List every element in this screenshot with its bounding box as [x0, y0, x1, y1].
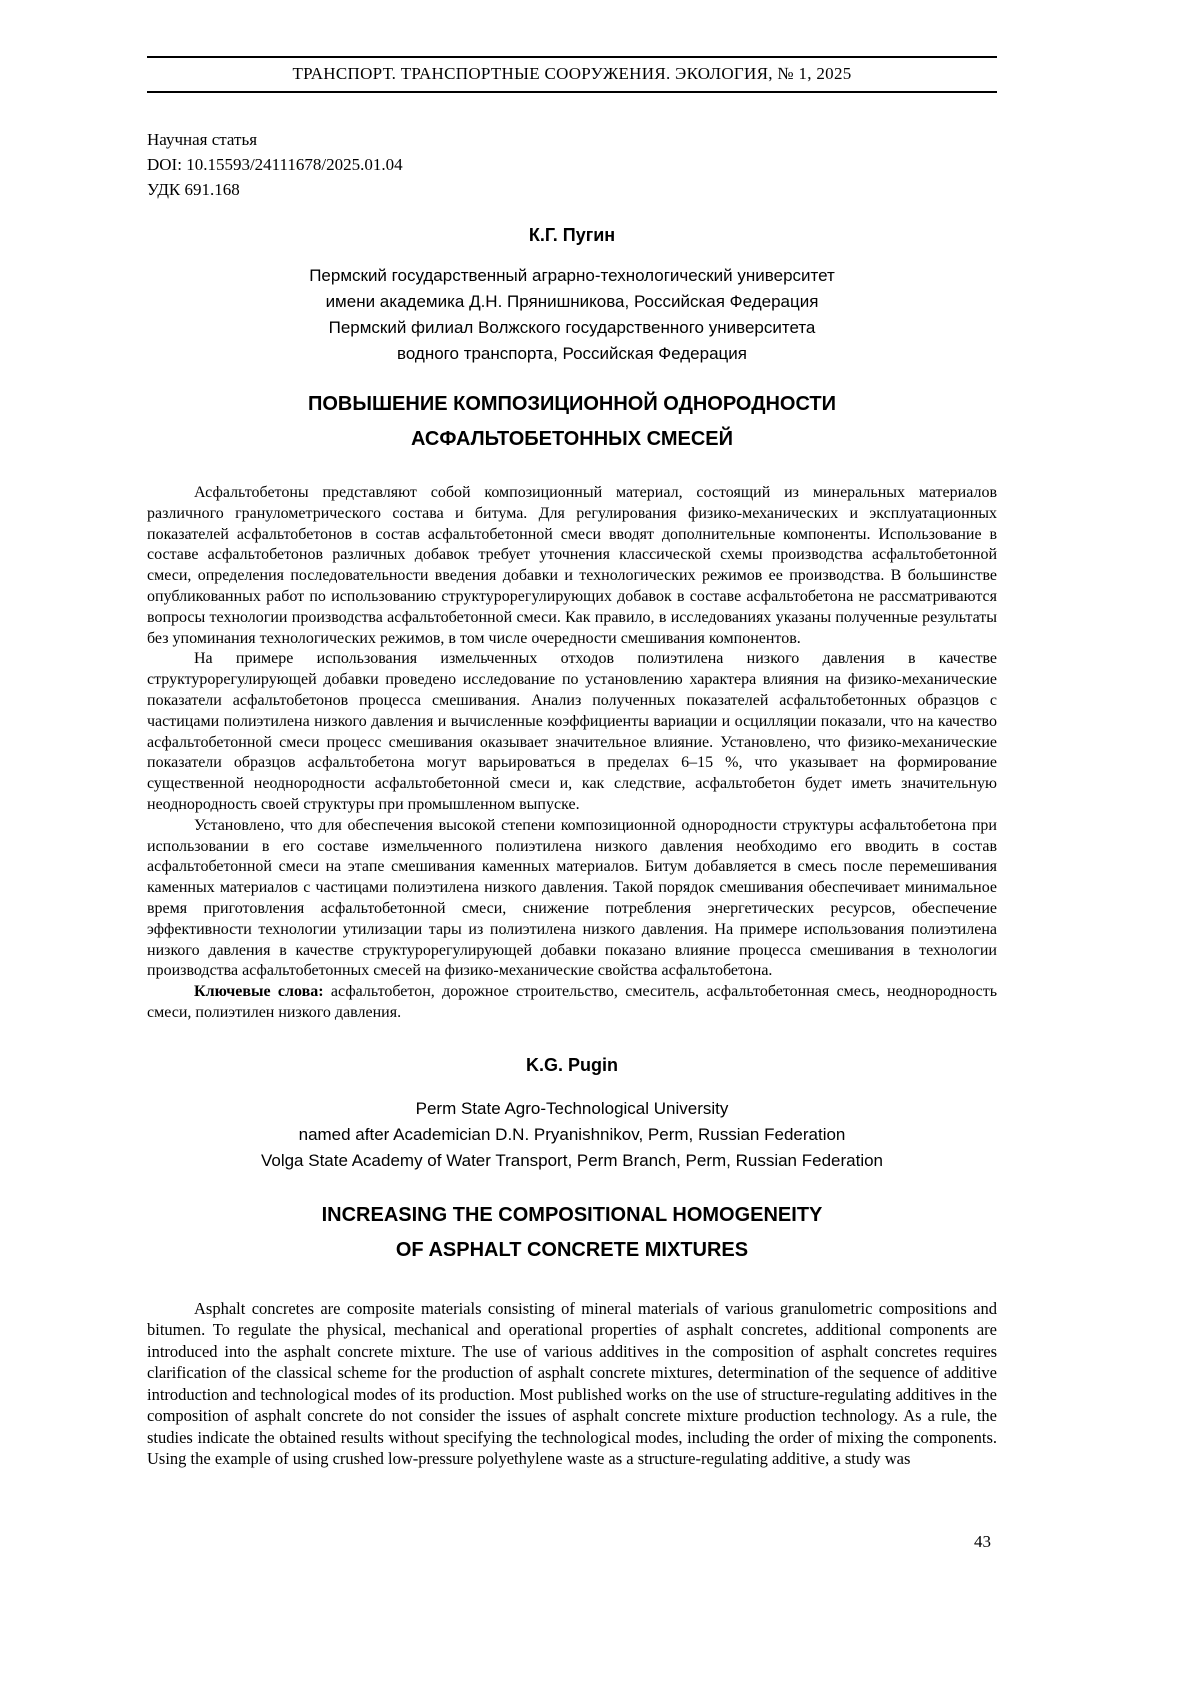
author-name-en: K.G. Pugin	[526, 1054, 618, 1075]
keywords-ru	[147, 982, 997, 1024]
journal-title: ТРАНСПОРТ. ТРАНСПОРТНЫЕ СООРУЖЕНИЯ. ЭКОЛОГИЯ, № 1, 2025	[292, 64, 852, 83]
abstract-ru-paragraph-3: Установлено, что для обеспечения высокой степени композиционной однородности структуры асфальтобетона при использовании в его составе измельченного полиэтилена низкого давления необходимо его вводить в состав асфальтобетонной смеси на этапе смешивания каменных материалов. Битум добавляется в смесь после перемешивания каменных материалов с частицами полиэтилена низкого давления. Такой порядок смешивания обеспечивает минимальное время приготовления асфальтобетонной смеси, снижение потребления энергетических ресурсов, обеспечение эффективности технологии утилизации тары из полиэтилена низкого давления. На примере использования полиэтилена низкого давления в качестве структурорегулирующей добавки показано влияние процесса смешивания в технологии производства асфальтобетонных смесей на физико-механические свойства асфальтобетона.	[147, 816, 997, 980]
affiliation-en-line-3: Volga State Academy of Water Transport, Perm Branch, Perm, Russian Federation	[260, 1150, 884, 1170]
abstract-ru-paragraph-1: Асфальтобетоны представляют собой композиционный материал, состоящий из минеральных материалов различного гранулометрического состава и битума. Для регулирования физико-механических и эксплуатационных показателей асфальтобетонов в состав асфальтобетонной смеси вводят дополнительные компоненты. Использование в составе асфальтобетонов различных добавок требует уточнения классической схемы производства асфальтобетонной смеси, определения последовательности введения добавки и технологических режимов ее производства. В большинстве опубликованных работ по использованию структурорегулирующих добавок в составе асфальтобетона не рассматриваются вопросы технологии производства асфальтобетонной смеси. Как правило, в исследованиях указаны полученные результаты без упоминания технологических режимов, в том числе очередности смешивания компонентов.	[147, 484, 997, 647]
article-title-ru	[147, 387, 997, 457]
affiliation-en-line-2: named after Academician D.N. Pryanishnikov, Perm, Russian Federation	[298, 1124, 846, 1144]
page-number: 43	[974, 1531, 991, 1551]
abstract-en	[147, 1298, 997, 1470]
article-title-en-line-2: OF ASPHALT CONCRETE MIXTURES	[395, 1238, 749, 1261]
abstract-en-paragraph-1: Asphalt concretes are composite materials consisting of mineral materials of various granulometric compositions and bitumen. To regulate the physical, mechanical and operational properties of asphalt concretes, additional components are introduced into the asphalt concrete mixture. The use of various additives in the composition of asphalt concretes requires clarification of the classical scheme for the production of asphalt concrete mixtures, determination of the sequence of additive introduction and technological modes of its production. Most published works on the use of structure-regulating additives in the composition of asphalt concrete do not consider the issues of asphalt concrete mixture production technology. As a rule, the studies indicate the obtained results without specifying the technological modes, including the order of mixing the components. Using the example of using crushed low-pressure polyethylene waste as a structure-regulating additive, a study was	[147, 1298, 997, 1469]
affiliation-ru-line-3: Пермский филиал Волжского государственного университета	[328, 318, 816, 337]
affiliation-en	[147, 1096, 997, 1174]
journal-header	[147, 56, 997, 93]
article-title-ru-line-2: АСФАЛЬТОБЕТОННЫХ СМЕСЕЙ	[410, 428, 733, 450]
affiliation-en-line-1: Perm State Agro-Technological University	[415, 1098, 729, 1118]
affiliation-ru-line-1: Пермский государственный аграрно-технологический университет	[309, 266, 835, 285]
affiliation-ru-line-2: имени академика Д.Н. Прянишникова, Российская Федерация	[325, 292, 819, 311]
keywords-label: Ключевые слова:	[194, 983, 324, 1001]
author-name-ru: К.Г. Пугин	[528, 225, 616, 245]
abstract-ru	[147, 483, 997, 1024]
keywords-text: асфальтобетон, дорожное строительство, смеситель, асфальтобетонная смесь, неоднородность смеси, полиэтилен низкого давления.	[147, 983, 997, 1021]
article-title-en	[147, 1198, 997, 1268]
doi-line: DOI: 10.15593/24111678/2025.01.04	[147, 155, 403, 174]
udk-line: УДК 691.168	[147, 180, 240, 199]
affiliation-ru-line-4: водного транспорта, Российская Федерация	[397, 344, 747, 363]
abstract-ru-paragraph-2: На примере использования измельченных отходов полиэтилена низкого давления в качестве структурорегулирующей добавки проведено исследование по установлению характера влияния на физико-механические показатели асфальтобетонов процесса смешивания. Анализ полученных показателей асфальтобетонных образцов с частицами полиэтилена низкого давления и вычисленные коэффициенты вариации и осцилляции показали, что на качество асфальтобетонной смеси процесс смешивания оказывает значительное влияние. Установлено, что физико-механические показатели образцов асфальтобетона могут варьироваться в пределах 6–15 %, что указывает на формирование существенной неоднородности асфальтобетонной смеси и, как следствие, асфальтобетон будет иметь значительную неоднородность своей структуры при промышленном выпуске.	[147, 650, 997, 813]
article-meta	[147, 127, 997, 202]
article-title-en-line-1: INCREASING THE COMPOSITIONAL HOMOGENEITY	[321, 1203, 823, 1226]
article-type: Научная статья	[147, 130, 258, 149]
document-page	[147, 0, 997, 1552]
article-title-ru-line-1: ПОВЫШЕНИЕ КОМПОЗИЦИОННОЙ ОДНОРОДНОСТИ	[308, 393, 836, 415]
affiliation-ru	[147, 263, 997, 367]
